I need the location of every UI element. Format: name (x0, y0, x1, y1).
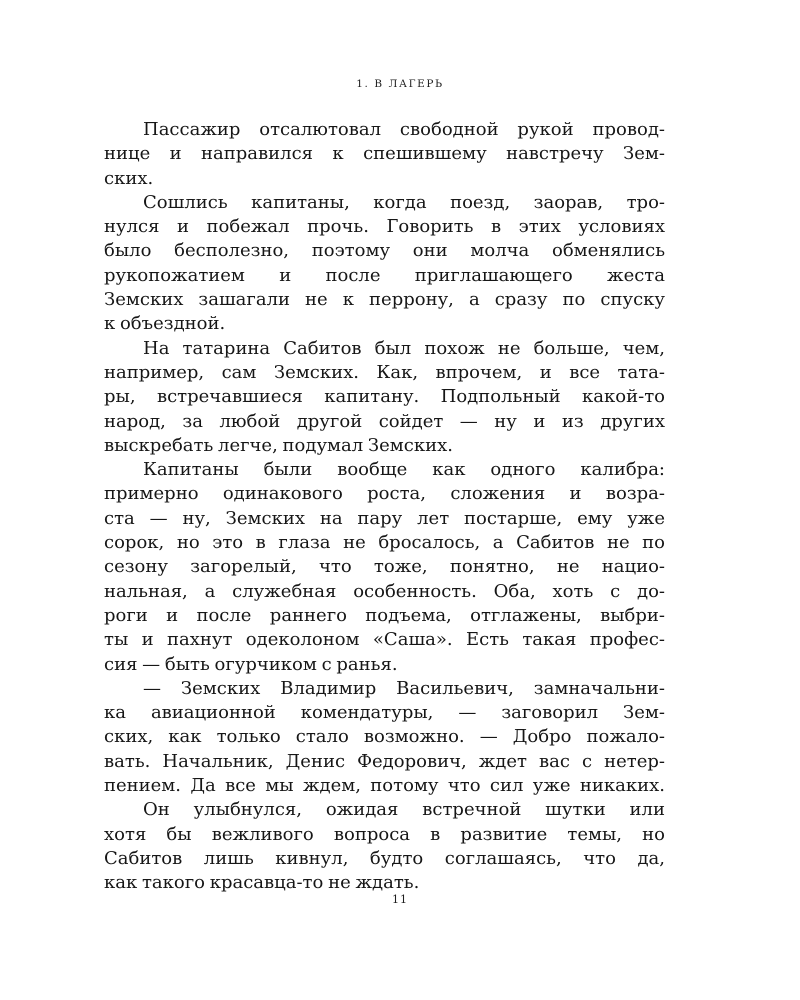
text-line: Пассажир отсалютовал свободной рукой провод- (143, 119, 665, 140)
text-line: нице и направился к спешившему навстречу Зем- (104, 143, 665, 165)
text-line: ста — ну, Земских на пару лет постарше, ему уже (104, 507, 665, 529)
running-head: 1. В ЛАГЕРЬ (356, 78, 444, 90)
text-line: Земских зашагали не к перрону, а сразу по спуску (104, 289, 665, 311)
text-line: ских. (104, 167, 154, 189)
text-line: нальная, а служебная особенность. Оба, хоть с до- (104, 580, 665, 602)
text-line: ских, как только стало возможно. — Добро пожало- (104, 726, 665, 748)
text-line: ка авиационной комендатуры, — заговорил Зем- (104, 702, 665, 724)
text-line: сезону загорелый, что тоже, понятно, не нацио- (104, 556, 665, 578)
page-number: 11 (392, 893, 408, 906)
text-line: вать. Начальник, Денис Федорович, ждет вас с нетер- (104, 750, 665, 772)
text-line: Капитаны были вообще как одного калибра: (143, 459, 665, 481)
text-line: Сошлись капитаны, когда поезд, заорав, тро- (143, 191, 665, 213)
text-line: как такого красавца-то не ждать. (104, 872, 420, 894)
text-line: например, сам Земских. Как, впрочем, и все тата- (104, 361, 665, 383)
text-line: пением. Да все мы ждем, потому что сил уже никаких. (104, 775, 665, 797)
body-text (104, 118, 665, 896)
text-line: хотя бы вежливого вопроса в развитие темы, но (104, 823, 665, 845)
text-line: роги и после раннего подъема, отглажены, выбри- (104, 604, 665, 626)
text-line: Сабитов лишь кивнул, будто соглашаясь, что да, (104, 847, 665, 869)
text-line: к объездной. (104, 313, 226, 335)
text-line: примерно одинакового роста, сложения и возра- (104, 483, 665, 505)
text-line: На татарина Сабитов был похож не больше, чем, (143, 337, 665, 359)
text-line: сорок, но это в глаза не бросалось, а Сабитов не по (104, 532, 665, 554)
text-line: ры, встречавшиеся капитану. Подпольный какой-то (104, 386, 665, 408)
text-line: было бесполезно, поэтому они молча обменялись (104, 240, 665, 262)
text-line: народ, за любой другой сойдет — ну и из других (104, 410, 665, 432)
text-line: — Земских Владимир Васильевич, замначальни- (143, 677, 665, 699)
text-line: рукопожатием и после приглашающего жеста (104, 264, 665, 286)
text-line: Он улыбнулся, ожидая встречной шутки или (143, 799, 665, 821)
text-line: ты и пахнут одеколоном «Саша». Есть такая профес- (104, 629, 665, 651)
text-line: нулся и побежал прочь. Говорить в этих условиях (104, 216, 665, 238)
text-line: сия — быть огурчиком с ранья. (104, 653, 398, 675)
text-line: выскребать легче, подумал Земских. (104, 434, 453, 456)
